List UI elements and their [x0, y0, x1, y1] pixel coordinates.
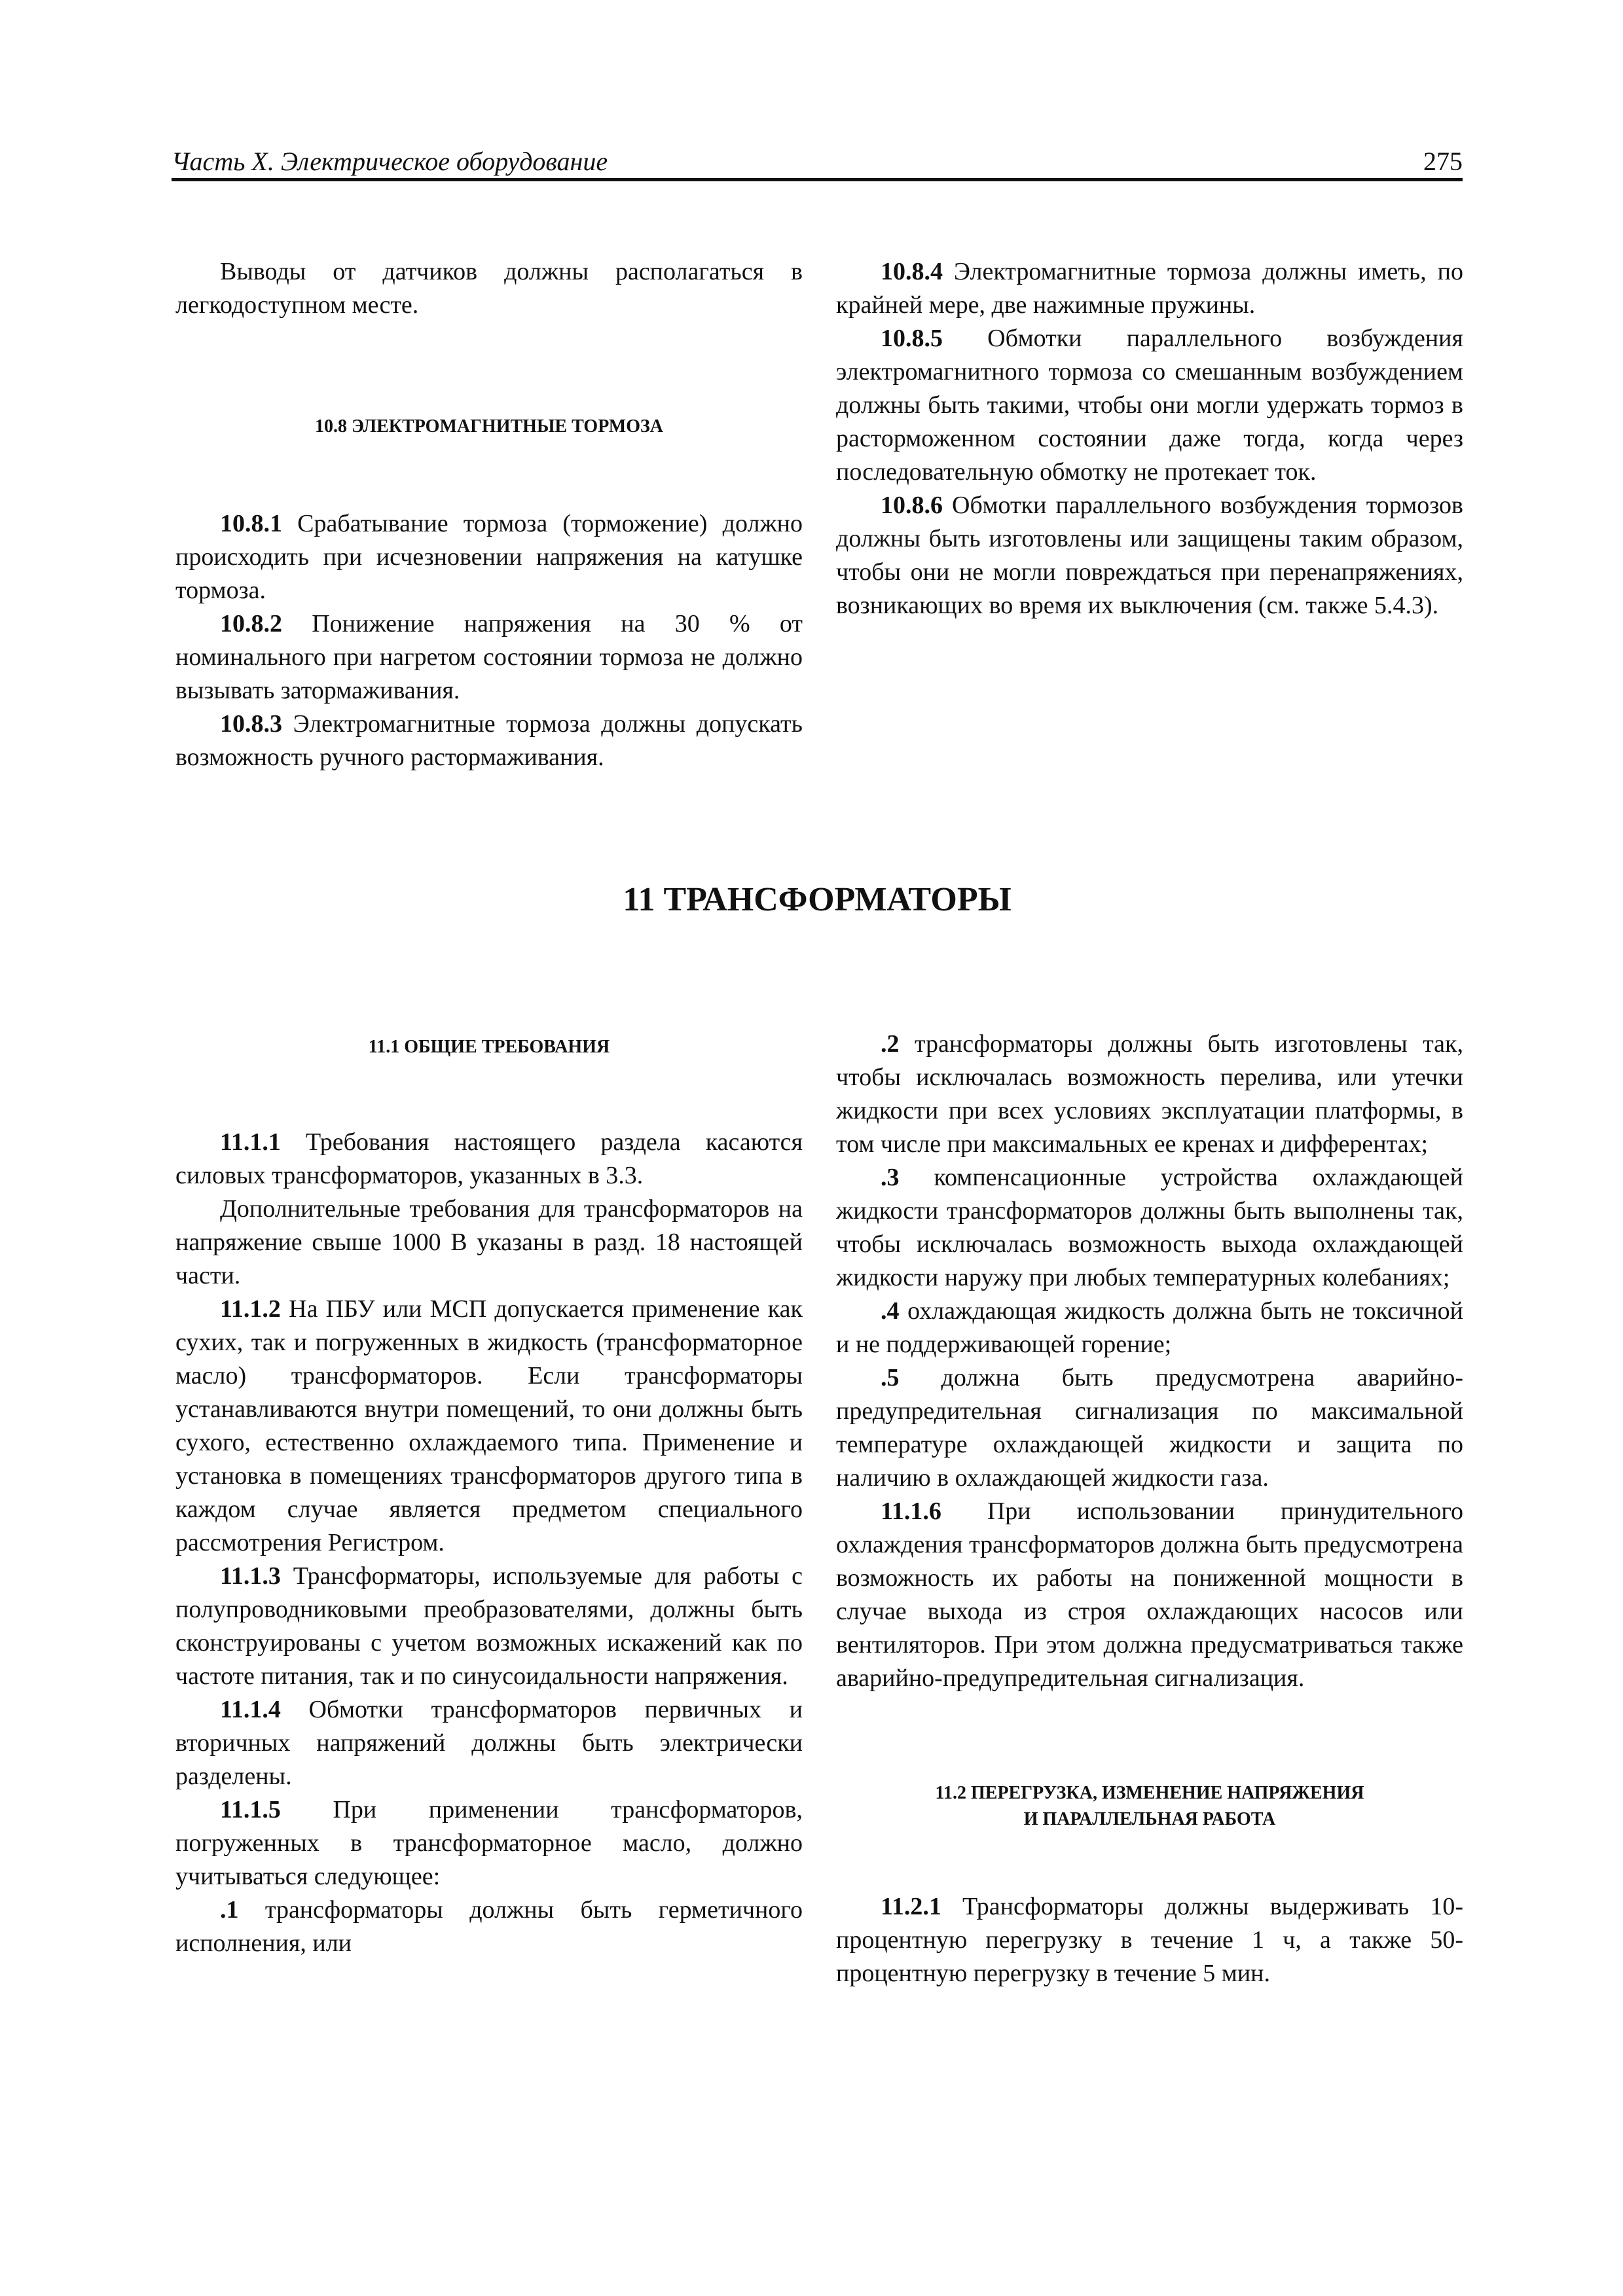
section-10-8-right-column	[836, 255, 1463, 622]
clause-number: 11.2.1	[881, 1893, 941, 1920]
section-11-1-right-column	[836, 1028, 1463, 1990]
paragraph-11-1-5: 11.1.5 При применении трансформаторов, погруженных в трансформаторное масло, должно учитываться следующее:	[175, 1796, 803, 1890]
paragraph-10-8-2: 10.8.2 Понижение напряжения на 30 % от номинального при нагретом состоянии тормоза не должно вызывать затормаживания.	[175, 610, 803, 704]
list-number: .4	[881, 1297, 900, 1325]
section-heading-10-8: 10.8 ЭЛЕКТРОМАГНИТНЫЕ ТОРМОЗА	[315, 416, 663, 437]
clause-number: 11.1.1	[220, 1128, 281, 1156]
paragraph-11-1-6: 11.1.6 При использовании принудительного охлаждения трансформаторов должна быть предусмотрена возможность их работы на пониженной мощности в случае выхода из строя охлаждающих насосов или вентиляторов. При этом должна предусматриваться также аварийно-предупредительная сигнализация.	[836, 1498, 1463, 1692]
section-heading-11-1: 11.1 ОБЩИЕ ТРЕБОВАНИЯ	[368, 1037, 610, 1057]
paragraph-11-1-1-additional: Дополнительные требования для трансформаторов на напряжение свыше 1000 В указаны в разд. 18 настоящей части.	[175, 1195, 803, 1289]
list-number: .3	[881, 1164, 900, 1191]
paragraph-10-8-3: 10.8.3 Электромагнитные тормоза должны допускать возможность ручного растормаживания.	[175, 710, 803, 771]
clause-number: 11.1.6	[881, 1498, 941, 1525]
page-header	[172, 145, 1463, 181]
running-title: Часть X. Электрическое оборудование	[172, 147, 608, 176]
list-number: .5	[881, 1364, 900, 1391]
clause-number: 11.1.5	[220, 1796, 281, 1823]
page-number: 275	[1423, 147, 1463, 176]
clause-number: 10.8.3	[220, 710, 282, 738]
clause-number: 10.8.4	[881, 258, 943, 285]
list-item-4: .4 охлаждающая жидкость должна быть не токсичной и не поддерживающей горение;	[836, 1297, 1463, 1358]
chapter-title: 11 ТРАНСФОРМАТОРЫ	[623, 881, 1012, 918]
section-heading-11-2	[836, 1780, 1463, 1833]
list-item-5: .5 должна быть предусмотрена аварийно-предупредительная сигнализация по максимальной температуре охлаждающей жидкости и защита по наличию в охлаждающей жидкости газа.	[836, 1364, 1463, 1492]
clause-number: 10.8.5	[881, 325, 943, 352]
continuation-paragraph: Выводы от датчиков должны располагаться в легкодоступном месте.	[175, 258, 803, 319]
heading-line-2: И ПАРАЛЛЕЛЬНАЯ РАБОТА	[1023, 1809, 1276, 1829]
list-number: .2	[881, 1030, 900, 1058]
clause-number: 10.8.6	[881, 492, 943, 519]
clause-number: 10.8.1	[220, 510, 282, 537]
paragraph-11-1-4: 11.1.4 Обмотки трансформаторов первичных и вторичных напряжений должны быть электрически разделены.	[175, 1696, 803, 1790]
list-item-3: .3 компенсационные устройства охлаждающей жидкости трансформаторов должны быть выполнены так, чтобы исключалась возможность выхода охлаждающей жидкости наружу при любых температурных колебаниях;	[836, 1164, 1463, 1291]
paragraph-11-2-1: 11.2.1 Трансформаторы должны выдерживать 10-процентную перегрузку в течение 1 ч, а также 50-процентную перегрузку в течение 5 мин.	[836, 1893, 1463, 1987]
paragraph-10-8-6: 10.8.6 Обмотки параллельного возбуждения тормозов должны быть изготовлены или защищены таким образом, чтобы они не могли повреждаться при перенапряжениях, возникающих во время их выключения (см. также 5.4.3).	[836, 492, 1463, 619]
paragraph-10-8-5: 10.8.5 Обмотки параллельного возбуждения электромагнитного тормоза со смешанным возбуждением должны быть такими, чтобы они могли удержать тормоз в расторможенном состоянии даже тогда, когда через последовательную обмотку не протекает ток.	[836, 325, 1463, 486]
section-11-1-left-column	[175, 1034, 803, 1960]
paragraph-10-8-1: 10.8.1 Срабатывание тормоза (торможение) должно происходить при исчезновении напряжения на катушке тормоза.	[175, 510, 803, 604]
list-item-2: .2 трансформаторы должны быть изготовлены так, чтобы исключалась возможность перелива, или утечки жидкости при всех условиях эксплуатации платформы, в том числе при максимальных ее кренах и дифферентах;	[836, 1030, 1463, 1158]
paragraph-11-1-1: 11.1.1 Требования настоящего раздела касаются силовых трансформаторов, указанных в 3.3.	[175, 1128, 803, 1189]
list-number: .1	[220, 1896, 239, 1924]
clause-number: 11.1.4	[220, 1696, 281, 1723]
paragraph-10-8-4: 10.8.4 Электромагнитные тормоза должны иметь, по крайней мере, две нажимные пружины.	[836, 258, 1463, 319]
clause-number: 11.1.2	[220, 1295, 281, 1323]
section-10-8-left-column	[175, 255, 803, 774]
list-item-1: .1 трансформаторы должны быть герметичного исполнения, или	[175, 1896, 803, 1957]
heading-line-1: 11.2 ПЕРЕГРУЗКА, ИЗМЕНЕНИЕ НАПРЯЖЕНИЯ	[935, 1783, 1364, 1803]
clause-number: 11.1.3	[220, 1562, 281, 1590]
paragraph-11-1-2: 11.1.2 На ПБУ или МСП допускается применение как сухих, так и погруженных в жидкость (трансформаторное масло) трансформаторов. Если трансформаторы устанавливаются внутри помещений, то они должны быть сухого, естественно охлаждаемого типа. Применение и установка в помещениях трансформаторов другого типа в каждом случае является предметом специального рассмотрения Регистром.	[175, 1295, 803, 1556]
paragraph-11-1-3: 11.1.3 Трансформаторы, используемые для работы с полупроводниковыми преобразователями, должны быть сконструированы с учетом возможных искажений как по частоте питания, так и по синусоидальности напряжения.	[175, 1562, 803, 1690]
clause-number: 10.8.2	[220, 610, 282, 637]
